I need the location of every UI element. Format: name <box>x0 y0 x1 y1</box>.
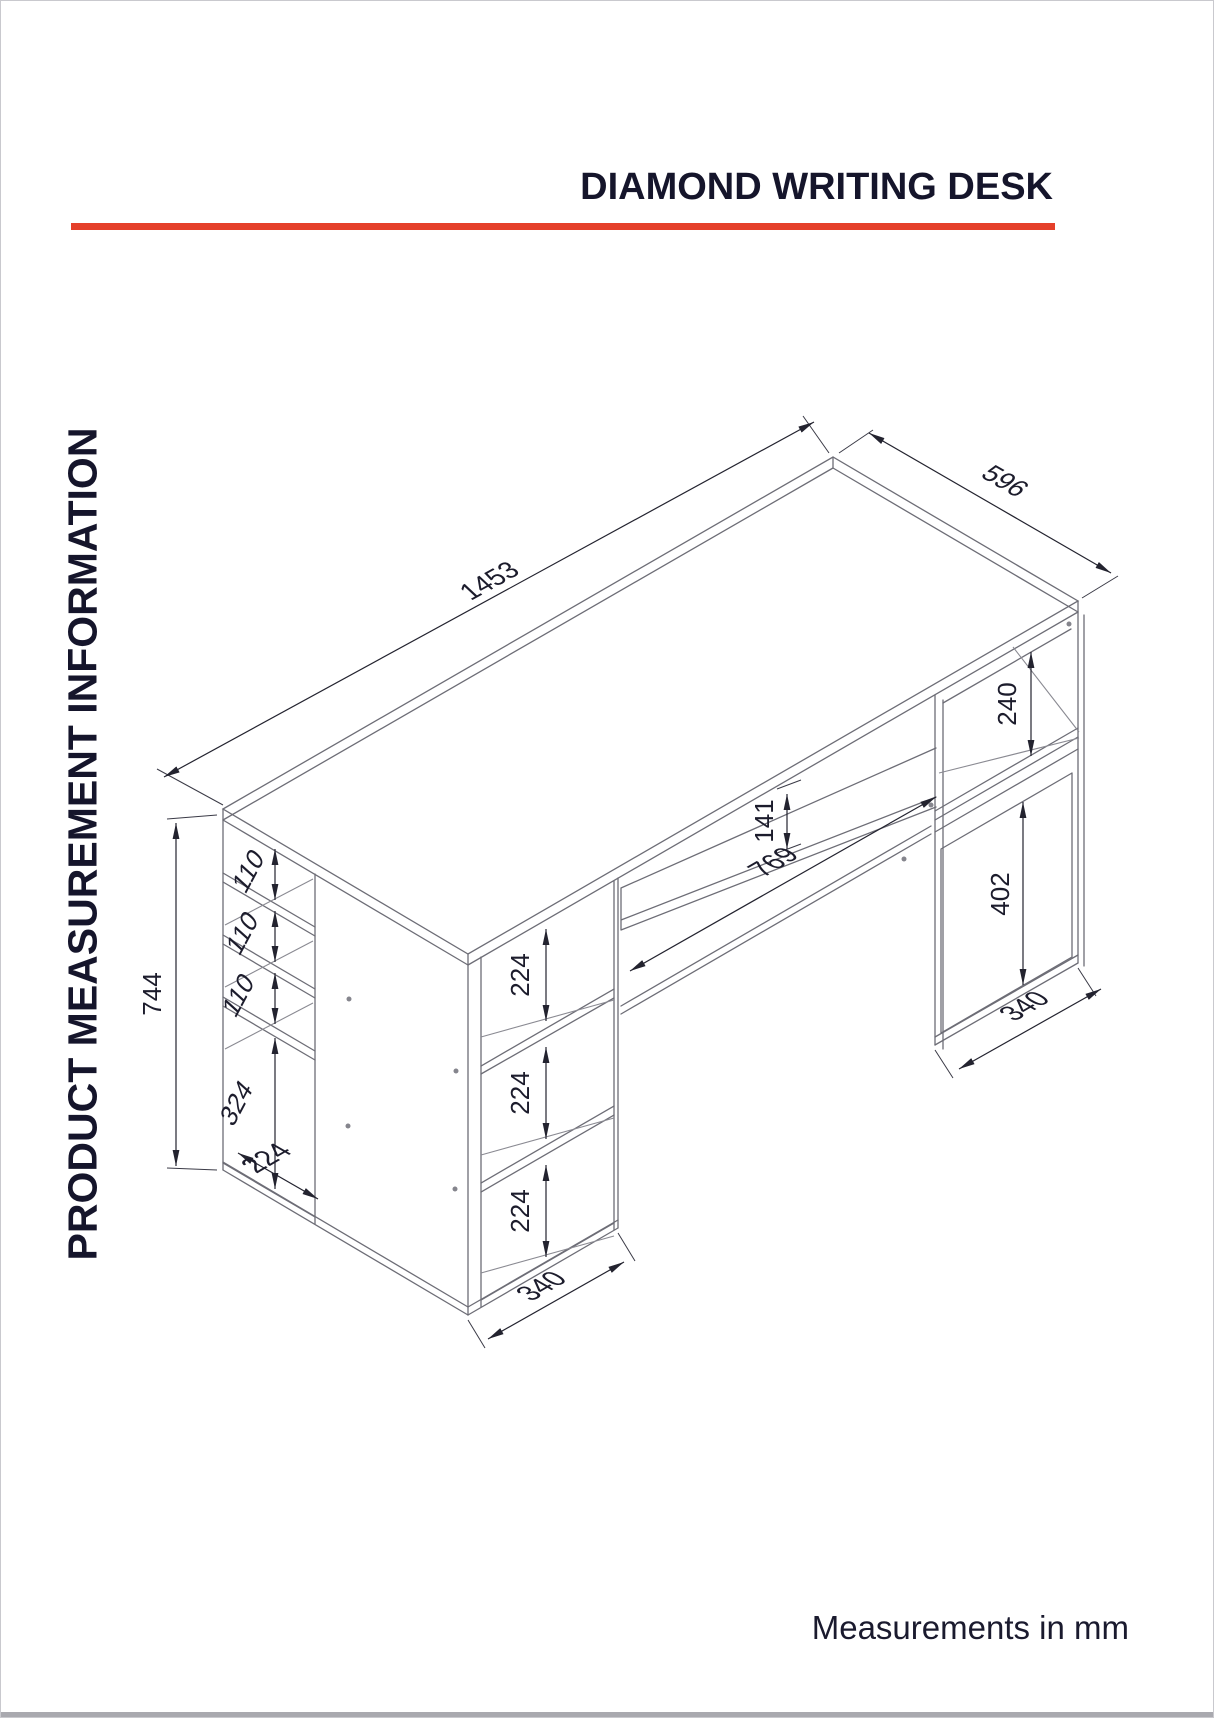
dim-rail-height: 141 <box>749 799 779 843</box>
dim-left-gap-1: 110 <box>227 842 270 900</box>
dim-left-bottom-gap: 324 <box>214 1073 258 1133</box>
units-note: Measurements in mm <box>811 1609 1129 1646</box>
dim-left-width: 340 <box>508 1266 575 1306</box>
dim-front-gap-1: 224 <box>505 953 535 997</box>
dim-left-gap-3: 110 <box>217 966 260 1024</box>
dim-front-gap-2: 224 <box>505 1071 535 1115</box>
dim-knee-width: 769 <box>740 842 807 882</box>
title-accent-rule <box>71 223 1055 230</box>
desk-technical-drawing <box>1 1 1214 1718</box>
dim-right-top-gap: 240 <box>992 682 1022 726</box>
dim-right-door-height: 402 <box>985 872 1015 916</box>
dim-top-length: 1453 <box>452 556 526 606</box>
dim-height: 744 <box>137 972 167 1016</box>
dim-left-depth: 224 <box>233 1138 300 1178</box>
dim-top-depth: 596 <box>974 460 1036 502</box>
side-label: PRODUCT MEASUREMENT INFORMATION <box>59 427 106 1261</box>
page-title: DIAMOND WRITING DESK <box>580 166 1053 208</box>
dim-right-width: 340 <box>991 986 1058 1026</box>
desk-line-art <box>223 457 1084 1315</box>
dim-front-gap-3: 224 <box>505 1189 535 1233</box>
page-bottom-edge <box>1 1712 1213 1717</box>
dim-left-gap-2: 110 <box>221 904 264 962</box>
